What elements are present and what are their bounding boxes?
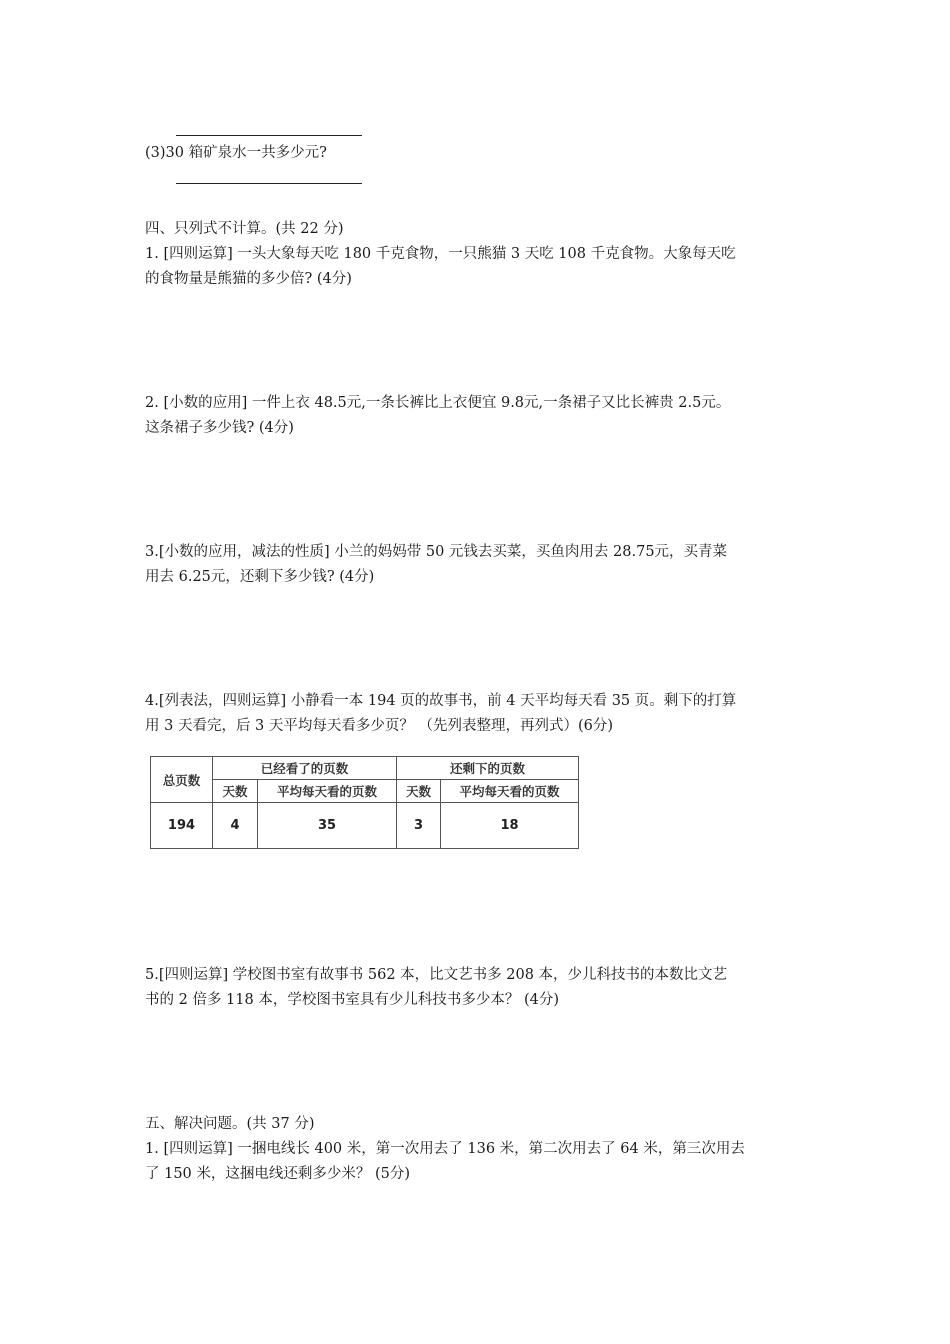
remaining-pages-header: 还剩下的页数: [397, 757, 579, 780]
reading-table: [150, 756, 579, 849]
section-5-heading: 五、解决问题。(共 37 分): [145, 1116, 315, 1132]
table-cell-read-days: 4: [213, 803, 258, 849]
read-pages-header: 已经看了的页数: [213, 757, 397, 780]
s4-q3-line2: 用去 6.25元，还剩下多少钱? (4分): [145, 569, 375, 585]
s4-q2-line2: 这条裙子多少钱? (4分): [145, 420, 294, 436]
avg-header-2: 平均每天看的页数: [441, 780, 579, 803]
s5-q1-line2: 了 150 米，这捆电线还剩多少米？ (5分): [145, 1166, 411, 1182]
table-cell-read-avg: 35: [258, 803, 397, 849]
days-header-1: 天数: [213, 780, 258, 803]
s4-q5-line1: 5.[四则运算] 学校图书室有故事书 562 本，比文艺书多 208 本，少儿科技书的本数比文艺: [145, 967, 728, 983]
s4-q1-line1: 1. [四则运算] 一头大象每天吃 180 千克食物，一只熊猫 3 天吃 108 千克食物。大象每天吃: [145, 246, 736, 262]
answer-line-top: [176, 135, 362, 136]
question-3-text: (3)30 箱矿泉水一共多少元?: [145, 145, 327, 161]
answer-line-bottom: [176, 183, 362, 184]
table-cell-remain-days: 3: [397, 803, 441, 849]
s4-q5-line2: 书的 2 倍多 118 本，学校图书室具有少儿科技书多少本？ (4分): [145, 992, 559, 1008]
table-cell-total: 194: [151, 803, 213, 849]
section-4-heading: 四、只列式不计算。(共 22 分): [145, 221, 344, 237]
s4-q4-line1: 4.[列表法，四则运算] 小静看一本 194 页的故事书，前 4 天平均每天看 35 页。剩下的打算: [145, 693, 737, 709]
s5-q1-line1: 1. [四则运算] 一捆电线长 400 米，第一次用去了 136 米，第二次用去了 64 米，第三次用去: [145, 1141, 745, 1157]
s4-q4-line2: 用 3 天看完，后 3 天平均每天看多少页？ （先列表整理，再列式）(6分): [145, 718, 614, 734]
s4-q1-line2: 的食物量是熊猫的多少倍? (4分): [145, 271, 352, 287]
total-pages-header: 总页数: [151, 757, 213, 803]
s4-q2-line1: 2. [小数的应用] 一件上衣 48.5元,一条长裤比上衣便宜 9.8元,一条裙子又比长裤贵 2.5元。: [145, 395, 731, 411]
avg-header-1: 平均每天看的页数: [258, 780, 397, 803]
table-cell-remain-avg: 18: [441, 803, 579, 849]
days-header-2: 天数: [397, 780, 441, 803]
s4-q3-line1: 3.[小数的应用，减法的性质] 小兰的妈妈带 50 元钱去买菜，买鱼肉用去 28.75元，买青菜: [145, 544, 728, 560]
